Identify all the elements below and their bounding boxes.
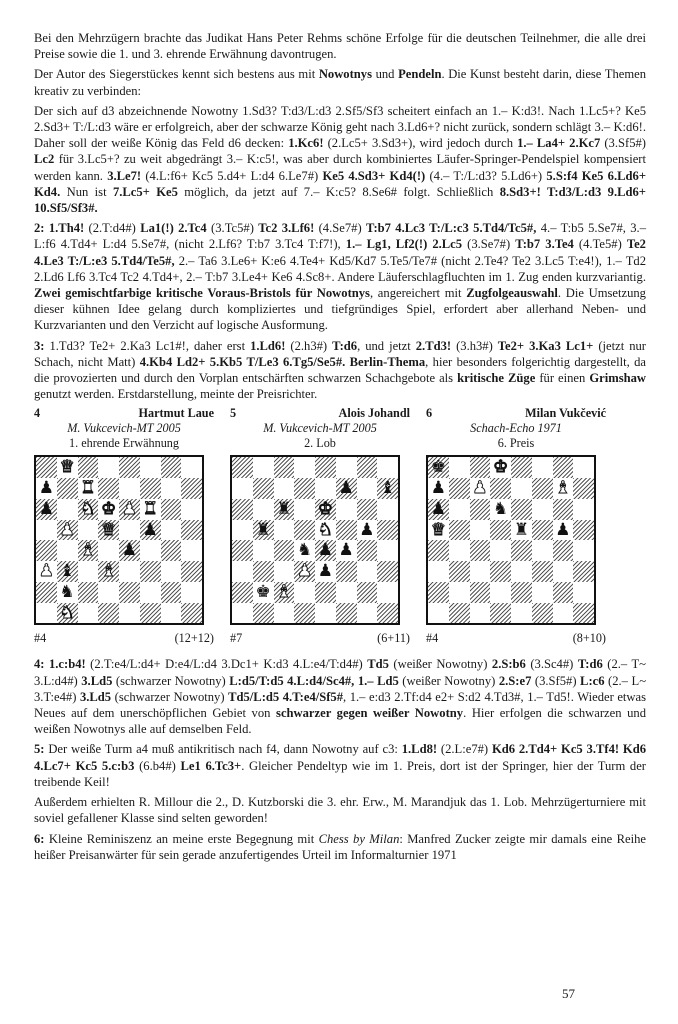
board-square [449, 520, 470, 541]
board-square [140, 540, 161, 561]
piece-count: (6+11) [377, 631, 410, 646]
black-piece-icon: ♞ [493, 498, 509, 519]
black-piece-icon: ♟ [555, 519, 571, 540]
board-square [470, 540, 491, 561]
board-square [294, 561, 315, 582]
board-square [161, 603, 182, 624]
board-square [78, 478, 99, 499]
stipulation: #7 [230, 631, 243, 646]
board-square [181, 582, 202, 603]
board-square [553, 457, 574, 478]
white-piece-icon: ♟ [121, 498, 137, 519]
diagram-footer [34, 631, 214, 646]
board-square [161, 520, 182, 541]
board-square [490, 520, 511, 541]
board-square [377, 540, 398, 561]
diagram-author: Milan Vukčević [525, 406, 606, 421]
board-square [573, 499, 594, 520]
board-square [140, 561, 161, 582]
solution-paragraph: 5: Der weiße Turm a4 muß antikritisch nach f4, dann Nowotny auf c3: 1.Ld8! (2.L:e7#) Kd6 2.Td4+ Kc5 3.Tf4! Kd6 4.Lc7+ Kc5 5.c:b3 (6.b4#) Le1 6.Tc3+. Gleicher Pendeltyp wie im 1. Preis, dort ist der Springer, hier der Turm der treibende Keil! [34, 742, 647, 789]
board-square [119, 457, 140, 478]
board-square [78, 520, 99, 541]
board-square [161, 457, 182, 478]
board-square [511, 499, 532, 520]
black-piece-icon: ♜ [513, 519, 529, 540]
white-piece-icon: ♚ [101, 498, 117, 519]
board-square [573, 520, 594, 541]
board-square [57, 478, 78, 499]
board-square [78, 582, 99, 603]
board-square [357, 478, 378, 499]
board-square [78, 603, 99, 624]
board-square [119, 478, 140, 499]
board-square [511, 582, 532, 603]
diagram-award: 2. Lob [304, 436, 336, 451]
board-square [357, 603, 378, 624]
page-number: 57 [562, 986, 575, 1001]
board-square [428, 603, 449, 624]
board-square [119, 520, 140, 541]
board-square [511, 520, 532, 541]
board-square [532, 520, 553, 541]
board-square [377, 499, 398, 520]
board-square [553, 603, 574, 624]
board-square [181, 478, 202, 499]
board-square [294, 478, 315, 499]
board-square [315, 603, 336, 624]
board-square [490, 582, 511, 603]
stipulation: #4 [426, 631, 439, 646]
board-square [161, 540, 182, 561]
board-square [119, 561, 140, 582]
board-square [490, 499, 511, 520]
black-piece-icon: ♟ [317, 540, 333, 561]
diagram-author: Alois Johandl [338, 406, 410, 421]
board-square [232, 457, 253, 478]
board-square [553, 540, 574, 561]
board-square [428, 478, 449, 499]
board-square [336, 520, 357, 541]
board-square [511, 457, 532, 478]
board-square [377, 582, 398, 603]
board-square [181, 499, 202, 520]
board-square [428, 582, 449, 603]
board-square [36, 520, 57, 541]
white-piece-icon: ♜ [142, 498, 158, 519]
board-square [253, 520, 274, 541]
board-square [36, 478, 57, 499]
board-square [36, 457, 57, 478]
board-square [78, 499, 99, 520]
board-square [119, 582, 140, 603]
board-square [553, 561, 574, 582]
white-piece-icon: ♝ [276, 581, 292, 602]
board-square [98, 561, 119, 582]
board-square [274, 520, 295, 541]
board-square [140, 520, 161, 541]
board-square [232, 582, 253, 603]
black-piece-icon: ♟ [317, 561, 333, 582]
black-piece-icon: ♟ [121, 540, 137, 561]
board-square [428, 499, 449, 520]
black-piece-icon: ♟ [338, 540, 354, 561]
diagram-header [426, 406, 606, 421]
board-square [315, 582, 336, 603]
board-square [490, 603, 511, 624]
solution-paragraph: Außerdem erhielten R. Millour die 2., D. Kutzborski die 3. ehr. Erw., M. Marandjuk das 1. Lob. Mehrzügerturniere mit soviel gefallener Klasse sind selten geworden! [34, 795, 646, 826]
board-square [377, 478, 398, 499]
board-square [449, 499, 470, 520]
black-piece-icon: ♞ [297, 540, 313, 561]
board-square [315, 478, 336, 499]
diagram-header [34, 406, 214, 421]
board-square [161, 499, 182, 520]
board-square [377, 561, 398, 582]
diagram-award: 1. ehrende Erwähnung [69, 436, 179, 451]
white-piece-icon: ♚ [317, 498, 333, 519]
board-square [253, 540, 274, 561]
board-square [57, 561, 78, 582]
board-square [253, 478, 274, 499]
black-piece-icon: ♟ [38, 498, 54, 519]
board-square [161, 582, 182, 603]
board-square [294, 603, 315, 624]
body-paragraph: 3: 1.Td3? Te2+ 2.Ka3 Lc1#!, daher erst 1.Ld6! (2.h3#) T:d6, und jetzt 2.Td3! (3.h3#) Te2+ 3.Ka3 Lc1+ (jetzt nur Schach, nicht Matt) 4.Kb4 Ld2+ 5.Kb5 T/Le3 6.Tg5/Se5#. Berlin-Thema, hier besonders folgerichtig dargestellt, da die provozierten und durch den Vorplan entschärften schwarzen Schachgebote als kritische Züge für einen Grimshaw genutzt werden. Erstdarstellung, meinte der Preisrichter. [34, 338, 647, 402]
board-square [553, 499, 574, 520]
board-square [140, 478, 161, 499]
diagram-award: 6. Preis [497, 436, 535, 451]
board-square [119, 499, 140, 520]
text-block-bottom [34, 656, 646, 862]
board-square [428, 457, 449, 478]
body-paragraph: 2: 1.Th4! (2.T:d4#) La1(!) 2.Tc4 (3.Tc5#) Tc2 3.Lf6! (4.Se7#) T:b7 4.Lc3 T:/L:c3 5.Td4/Tc5#, 4.– T:b5 5.Se7#, 3.– L:f6 4.Td4+ L:d4 5.Se7#, (nicht 2.Lf6? T:b7 3.Tc4 T:f7!), 1.– Lg1, Lf2(!) 2.Lc5 (3.Se7#) T:b7 3.Te4 (4.Te5#) Te2 4.Le3 T:/L:e3 5.Td4/Te5#, 2.– Ta6 3.Le6+ K:e6 4.Te4+ Kd5/Kd7 5.Te5/Te7# (nicht 2.Te4? Te2 3.Lc5 T:e4!), 1.– Td2 2.Ld6 Lf6 3.Tc4 Tc2 4.Td4+, 2.– T:b7 3.Le4+ Ke6 4.Sc8+. Andere Läuferschlagfluchten im 1. Zug enden kurzvariantig. Zwei gemischtfarbige kritische Voraus-Bristols für Nowotnys, angereichert mit Zugfolgeauswahl. Die Umsetzung dieser kühnen Idee gelang durch kompliziertes und tiefgründiges Spiel, erfordert aber allerhand Neben- und Kurzvarianten und den Verzicht auf logische Ausformung. [34, 221, 646, 333]
white-piece-icon: ♟ [59, 519, 75, 540]
text-block-top [34, 30, 646, 402]
black-piece-icon: ♟ [142, 519, 158, 540]
white-piece-icon: ♝ [80, 540, 96, 561]
board-square [573, 540, 594, 561]
board-square [357, 582, 378, 603]
board-square [573, 478, 594, 499]
diagram-number: 4 [34, 406, 41, 421]
board-square [532, 561, 553, 582]
board-square [573, 582, 594, 603]
diagram-number: 6 [426, 406, 433, 421]
board-square [140, 582, 161, 603]
black-piece-icon: ♟ [38, 478, 54, 499]
board-square [511, 540, 532, 561]
board-square [315, 457, 336, 478]
board-square [357, 457, 378, 478]
board-square [490, 478, 511, 499]
board-square [140, 603, 161, 624]
white-piece-icon: ♞ [59, 602, 75, 623]
black-piece-icon: ♟ [338, 478, 354, 499]
board-square [78, 457, 99, 478]
board-square [78, 540, 99, 561]
board-square [294, 582, 315, 603]
board-square [490, 540, 511, 561]
board-square [119, 603, 140, 624]
diagram-footer [426, 631, 606, 646]
board-square [553, 520, 574, 541]
diagram-row [34, 406, 646, 652]
chess-board [230, 455, 400, 625]
white-piece-icon: ♞ [80, 498, 96, 519]
board-square [294, 457, 315, 478]
white-piece-icon: ♜ [80, 478, 96, 499]
board-square [274, 561, 295, 582]
board-square [57, 499, 78, 520]
board-square [315, 499, 336, 520]
board-square [336, 457, 357, 478]
board-square [57, 582, 78, 603]
black-piece-icon: ♝ [380, 478, 396, 499]
board-square [78, 561, 99, 582]
board-square [553, 478, 574, 499]
white-piece-icon: ♚ [493, 457, 509, 478]
black-piece-icon: ♟ [430, 498, 446, 519]
board-square [449, 540, 470, 561]
board-square [532, 540, 553, 561]
board-square [232, 520, 253, 541]
board-square [253, 457, 274, 478]
board-square [140, 457, 161, 478]
board-square [98, 478, 119, 499]
body-paragraph: Der sich auf d3 abzeichnende Nowotny 1.Sd3? T:d3/L:d3 2.Sf5/Sf3 scheitert einfach an 1.– K:d3!. Nach 1.Lc5+? Ke5 2.Sd3+ T:/L:d3 wäre er erfolgreich, aber der schwarze König geht nach 3.Ld6+? nicht zurück, sondern schlägt 3.– K:d6!. Daher soll der weiße König das Feld d6 decken: 1.Kc6! (2.Lc5+ 3.Sd3+), wird jedoch durch 1.– La4+ 2.Kc7 (3.Sf5#) Lc2 für 3.Lc5+? zu weit abgedrängt 3.– K:c5!, was aber durch kombiniertes Läufer-Springer-Pendelspiel kompensiert werden kann. 3.Le7! (4.L:f6+ Kc5 5.d4+ L:d4 6.Le7#) Ke5 4.Sd3+ Kd4(!) (4.– T:/L:d3? 5.Ld6+) 5.S:f4 Ke5 6.Ld6+ Kd4. Nun ist 7.Lc5+ Ke5 möglich, da jetzt auf 7.– K:c5? 8.Se6# folgt. Schließlich 8.Sd3+! T:d3/L:d3 9.Ld6+ 10.Sf5/Sf3#. [34, 103, 646, 216]
board-square [532, 603, 553, 624]
board-square [449, 561, 470, 582]
black-piece-icon: ♜ [255, 519, 271, 540]
board-square [511, 603, 532, 624]
white-piece-icon: ♞ [317, 519, 333, 540]
board-square [57, 457, 78, 478]
board-square [573, 457, 594, 478]
board-square [357, 561, 378, 582]
board-square [470, 478, 491, 499]
black-piece-icon: ♜ [276, 498, 292, 519]
board-square [449, 582, 470, 603]
board-square [232, 499, 253, 520]
board-square [98, 582, 119, 603]
board-square [181, 603, 202, 624]
white-piece-icon: ♝ [555, 478, 571, 499]
board-square [161, 561, 182, 582]
board-square [274, 582, 295, 603]
board-square [377, 457, 398, 478]
white-piece-icon: ♟ [38, 561, 54, 582]
board-square [181, 457, 202, 478]
board-square [181, 520, 202, 541]
piece-count: (12+12) [174, 631, 214, 646]
board-square [57, 520, 78, 541]
chess-board [34, 455, 204, 625]
board-square [253, 582, 274, 603]
board-square [470, 582, 491, 603]
board-square [294, 499, 315, 520]
board-square [532, 499, 553, 520]
diagram-source: Schach-Echo 1971 [470, 421, 562, 436]
board-square [357, 520, 378, 541]
black-piece-icon: ♝ [59, 561, 75, 582]
board-square [36, 499, 57, 520]
board-square [336, 561, 357, 582]
board-square [232, 478, 253, 499]
white-piece-icon: ♛ [59, 457, 75, 478]
board-square [232, 561, 253, 582]
board-square [253, 603, 274, 624]
board-square [36, 603, 57, 624]
board-square [274, 478, 295, 499]
chess-diagram [34, 406, 214, 646]
board-square [336, 478, 357, 499]
chess-diagram [230, 406, 410, 646]
board-square [470, 603, 491, 624]
board-square [98, 520, 119, 541]
diagram-header [230, 406, 410, 421]
board-square [511, 478, 532, 499]
white-piece-icon: ♛ [101, 519, 117, 540]
piece-count: (8+10) [572, 631, 606, 646]
board-square [57, 540, 78, 561]
solution-paragraph: 4: 1.c:b4! (2.T:e4/L:d4+ D:e4/L:d4 3.Dc1+ K:d3 4.L:e4/T:d4#) Td5 (weißer Nowotny) 2.S:b6 (3.Sc4#) T:d6 (2.– T~ 3.L:d4#) 3.Ld5 (schwarzer Nowotny) L:d5/T:d5 4.L:d4/Sc4#, 1.– Ld5 (weißer Nowotny) 2.S:e7 (3.Sf5#) L:c6 (2.– L~ 3.T:e4#) 3.Ld5 (schwarzer Nowotny) Td5/L:d5 4.T:e4/Sf5#, 1.– e:d3 2.Tf:d4 e2+ S:d2 4.Td3#, 1.– Td5!. Wieder etwas Neues auf dem unerschöpflichen Gebiet von schwarzer gegen weißer Nowotny. Hier erfolgen die schwarzen und weißen Nowotnys alle auf demselben Feld. [34, 657, 647, 737]
board-square [377, 603, 398, 624]
board-square [36, 561, 57, 582]
stipulation: #4 [34, 631, 47, 646]
diagram-number: 5 [230, 406, 237, 421]
board-square [336, 499, 357, 520]
board-square [232, 540, 253, 561]
board-square [470, 561, 491, 582]
board-square [490, 561, 511, 582]
white-piece-icon: ♟ [472, 478, 488, 499]
board-square [336, 603, 357, 624]
board-square [357, 540, 378, 561]
board-square [315, 520, 336, 541]
board-square [253, 499, 274, 520]
board-square [57, 603, 78, 624]
diagram-source: M. Vukcevich-MT 2005 [263, 421, 377, 436]
solution-paragraph: 6: Kleine Reminiszenz an meine erste Begegnung mit Chess by Milan: Manfred Zucker zeigte mir damals eine Reihe heißer Preisanwärter für sein gerade anzufertigendes Urteil im Informalturnier 1971 [34, 831, 646, 862]
white-piece-icon: ♟ [297, 561, 313, 582]
board-square [181, 561, 202, 582]
board-square [357, 499, 378, 520]
black-piece-icon: ♚ [430, 457, 446, 478]
page [34, 30, 646, 867]
board-square [294, 540, 315, 561]
board-square [377, 520, 398, 541]
board-square [36, 582, 57, 603]
board-square [181, 540, 202, 561]
board-square [428, 561, 449, 582]
board-square [428, 540, 449, 561]
board-square [140, 499, 161, 520]
black-piece-icon: ♚ [255, 581, 271, 602]
board-square [428, 520, 449, 541]
board-square [470, 520, 491, 541]
body-paragraph: Der Autor des Siegerstückes kennt sich bestens aus mit Nowotnys und Pendeln. Die Kunst besteht darin, diese Themen kreativ zu verbinden: [34, 67, 647, 98]
board-square [573, 561, 594, 582]
white-piece-icon: ♛ [430, 519, 446, 540]
black-piece-icon: ♟ [430, 478, 446, 499]
black-piece-icon: ♞ [59, 581, 75, 602]
diagram-author: Hartmut Laue [138, 406, 214, 421]
board-square [449, 478, 470, 499]
board-square [232, 603, 253, 624]
board-square [449, 457, 470, 478]
board-square [511, 561, 532, 582]
board-square [470, 499, 491, 520]
chess-board [426, 455, 596, 625]
board-square [98, 457, 119, 478]
board-square [532, 457, 553, 478]
board-square [274, 457, 295, 478]
board-square [274, 499, 295, 520]
board-square [573, 603, 594, 624]
black-piece-icon: ♟ [359, 519, 375, 540]
board-square [532, 582, 553, 603]
board-square [36, 540, 57, 561]
board-square [119, 540, 140, 561]
board-square [315, 540, 336, 561]
diagram-footer [230, 631, 410, 646]
board-square [274, 603, 295, 624]
board-square [294, 520, 315, 541]
board-square [470, 457, 491, 478]
board-square [553, 582, 574, 603]
body-paragraph: Bei den Mehrzügern brachte das Judikat Hans Peter Rehms schöne Erfolge für die deutschen Teilnehmer, die alle drei Preise sowie die 1. und 3. ehrende Erwähnung davontrugen. [34, 31, 646, 62]
board-square [532, 478, 553, 499]
board-square [98, 499, 119, 520]
board-square [336, 540, 357, 561]
board-square [315, 561, 336, 582]
board-square [274, 540, 295, 561]
board-square [98, 603, 119, 624]
board-square [490, 457, 511, 478]
white-piece-icon: ♝ [101, 561, 117, 582]
chess-diagram [426, 406, 606, 646]
board-square [161, 478, 182, 499]
board-square [98, 540, 119, 561]
board-square [336, 582, 357, 603]
diagram-source: M. Vukcevich-MT 2005 [67, 421, 181, 436]
board-square [449, 603, 470, 624]
board-square [253, 561, 274, 582]
